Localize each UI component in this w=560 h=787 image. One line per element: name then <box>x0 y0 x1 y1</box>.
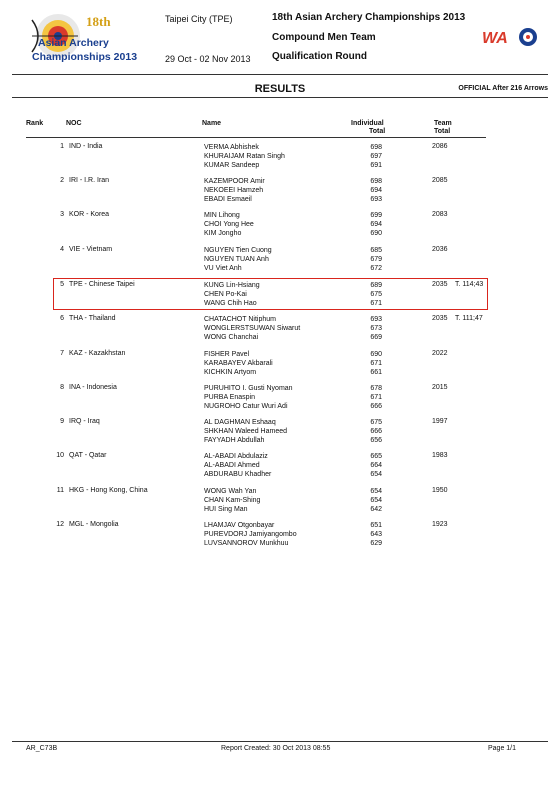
athlete-score: 669 <box>370 334 382 341</box>
team-total: 2085 <box>432 177 448 184</box>
official-status: OFFICIAL After 216 Arrows <box>458 85 548 92</box>
column-header-divider <box>26 137 486 138</box>
athlete-score: 694 <box>370 221 382 228</box>
athlete-name: CHOI Yong Hee <box>204 221 254 228</box>
team-total: 1983 <box>432 452 448 459</box>
column-team-total: Total <box>434 128 451 135</box>
athlete-name: AL DAGHMAN Eshaaq <box>204 419 276 426</box>
row-noc: THA - Thailand <box>69 315 116 322</box>
athlete-score: 699 <box>370 212 382 219</box>
athlete-name: MIN Lihong <box>204 212 240 219</box>
team-total: 1950 <box>432 487 448 494</box>
logo-edition: 18th <box>86 14 111 29</box>
athlete-name: NGUYEN TUAN Anh <box>204 256 269 263</box>
athlete-name: KUNG Lin-Hsiang <box>204 282 260 289</box>
event-title: 18th Asian Archery Championships 2013 <box>272 12 466 23</box>
logo-text-line2: Championships 2013 <box>32 51 138 63</box>
row-noc: HKG - Hong Kong, China <box>69 487 148 494</box>
page-number: Page 1/1 <box>488 745 517 752</box>
athlete-score: 664 <box>370 462 382 469</box>
logo-text-line1: Asian Archery <box>38 37 109 49</box>
column-noc: NOC <box>66 120 82 127</box>
event-dates: 29 Oct - 02 Nov 2013 <box>165 54 251 64</box>
athlete-score: 694 <box>370 187 382 194</box>
report-created: Report Created: 30 Oct 2013 08:55 <box>221 745 331 752</box>
athlete-score: 691 <box>370 162 382 169</box>
athlete-score: 654 <box>370 488 382 495</box>
athlete-score: 643 <box>370 531 382 538</box>
athlete-score: 671 <box>370 300 382 307</box>
athlete-name: KICHKIN Artyom <box>204 369 257 376</box>
team-total: 2035 <box>432 315 448 322</box>
athlete-name: WONG Chanchai <box>204 334 259 341</box>
row-rank: 6 <box>60 315 64 322</box>
column-individual: Individual <box>351 120 384 127</box>
athlete-score: 671 <box>370 394 382 401</box>
athlete-score: 672 <box>370 265 382 272</box>
row-rank: 8 <box>60 384 64 391</box>
athlete-score: 679 <box>370 256 382 263</box>
row-rank: 12 <box>56 521 64 528</box>
athlete-score: 697 <box>370 153 382 160</box>
row-rank: 7 <box>60 350 64 357</box>
athlete-name: AL-ABADI Ahmed <box>204 462 260 469</box>
athlete-score: 678 <box>370 385 382 392</box>
athlete-name: NGUYEN Tien Cuong <box>204 247 272 254</box>
athlete-name: KUMAR Sandeep <box>204 162 260 169</box>
athlete-name: NUGROHO Catur Wuri Adi <box>204 403 288 410</box>
row-noc: KOR - Korea <box>69 211 110 218</box>
brand-mark: WA <box>482 30 508 47</box>
team-total: 1997 <box>432 418 448 425</box>
athlete-name: VU Viet Anh <box>204 265 242 272</box>
athlete-score: 673 <box>370 325 382 332</box>
team-total: 1923 <box>432 521 448 528</box>
athlete-score: 671 <box>370 360 382 367</box>
column-rank: Rank <box>26 120 44 127</box>
team-total: 2036 <box>432 246 448 253</box>
athlete-score: 654 <box>370 497 382 504</box>
footer-divider <box>12 741 548 742</box>
event-city: Taipei City (TPE) <box>165 14 233 24</box>
team-total: 2022 <box>432 350 448 357</box>
athlete-score: 629 <box>370 540 382 547</box>
row-rank: 2 <box>60 177 64 184</box>
athlete-name: WANG Chih Hao <box>204 300 257 307</box>
row-noc: MGL - Mongolia <box>69 521 119 528</box>
tie-break: T. 114;43 <box>455 281 484 288</box>
athlete-score: 666 <box>370 428 382 435</box>
athlete-name: CHAN Kam-Shing <box>204 497 261 504</box>
column-team: Team <box>434 120 452 127</box>
row-rank: 4 <box>60 246 64 253</box>
athlete-name: KARABAYEV Akbarali <box>204 360 273 367</box>
athlete-name: KAZEMPOOR Amir <box>204 178 265 185</box>
row-rank: 1 <box>60 143 64 150</box>
athlete-score: 689 <box>370 282 382 289</box>
athlete-name: WONGLERSTSUWAN Siwarut <box>204 325 301 332</box>
athlete-name: CHEN Po-Kai <box>204 291 247 298</box>
athlete-score: 685 <box>370 247 382 254</box>
athlete-score: 698 <box>370 144 382 151</box>
athlete-score: 654 <box>370 471 382 478</box>
row-noc: KAZ - Kazakhstan <box>69 350 126 357</box>
row-rank: 10 <box>56 452 64 459</box>
row-rank: 11 <box>56 487 64 494</box>
athlete-score: 693 <box>370 316 382 323</box>
athlete-name: VERMA Abhishek <box>204 144 259 151</box>
athlete-score: 690 <box>370 230 382 237</box>
athlete-name: EBADI Esmaeil <box>204 196 252 203</box>
row-noc: IND - India <box>69 143 103 150</box>
athlete-score: 665 <box>370 453 382 460</box>
tie-break: T. 111;47 <box>455 315 483 322</box>
event-category: Compound Men Team <box>272 32 376 43</box>
athlete-name: LUVSANNOROV Munkhuu <box>204 540 289 547</box>
row-noc: QAT - Qatar <box>69 452 107 459</box>
athlete-score: 675 <box>370 291 382 298</box>
row-noc: IRQ - Iraq <box>69 418 100 425</box>
row-rank: 5 <box>60 281 64 288</box>
row-rank: 9 <box>60 418 64 425</box>
athlete-score: 656 <box>370 437 382 444</box>
athlete-name: FAYYADH Abdullah <box>204 437 265 444</box>
title-divider <box>12 97 548 98</box>
athlete-name: AL-ABADI Abdulaziz <box>204 453 268 460</box>
athlete-score: 661 <box>370 369 382 376</box>
athlete-name: PURBA Enaspin <box>204 394 255 401</box>
team-total: 2083 <box>432 211 448 218</box>
championship-logo <box>28 12 168 62</box>
world-archery-logo-icon <box>480 26 542 48</box>
row-noc: INA - Indonesia <box>69 384 117 391</box>
athlete-score: 666 <box>370 403 382 410</box>
athlete-name: PUREVDORJ Jamiyangombo <box>204 531 297 538</box>
athlete-score: 698 <box>370 178 382 185</box>
athlete-name: KHURAIJAM Ratan Singh <box>204 153 285 160</box>
athlete-score: 690 <box>370 351 382 358</box>
athlete-name: LHAMJAV Otgonbayar <box>204 522 275 529</box>
athlete-name: ABDURABU Khadher <box>204 471 272 478</box>
column-individual-total: Total <box>369 128 386 135</box>
report-code: AR_C73B <box>26 745 58 752</box>
column-name: Name <box>202 120 222 127</box>
event-round: Qualification Round <box>272 51 367 62</box>
header-divider <box>12 74 548 75</box>
athlete-name: CHATACHOT Nitiphum <box>204 316 276 323</box>
world-archery-logo <box>480 26 542 48</box>
row-noc: TPE - Chinese Taipei <box>69 281 135 288</box>
athlete-name: WONG Wah Yan <box>204 488 257 495</box>
row-rank: 3 <box>60 211 64 218</box>
team-total: 2035 <box>432 281 448 288</box>
athlete-score: 675 <box>370 419 382 426</box>
athlete-score: 642 <box>370 506 382 513</box>
row-noc: IRI - I.R. Iran <box>69 177 110 184</box>
athlete-name: SHKHAN Waleed Hameed <box>204 428 287 435</box>
athlete-name: HUI Sing Man <box>204 506 248 513</box>
page-title: RESULTS <box>254 83 306 95</box>
athlete-score: 651 <box>370 522 382 529</box>
team-total: 2015 <box>432 384 448 391</box>
athlete-name: NEKOEEI Hamzeh <box>204 187 264 194</box>
athlete-score: 693 <box>370 196 382 203</box>
team-total: 2086 <box>432 143 448 150</box>
athlete-name: FISHER Pavel <box>204 351 250 358</box>
athlete-name: KIM Jongho <box>204 230 242 237</box>
row-noc: VIE - Vietnam <box>69 246 113 253</box>
athlete-name: PURUHITO I. Gusti Nyoman <box>204 385 293 392</box>
